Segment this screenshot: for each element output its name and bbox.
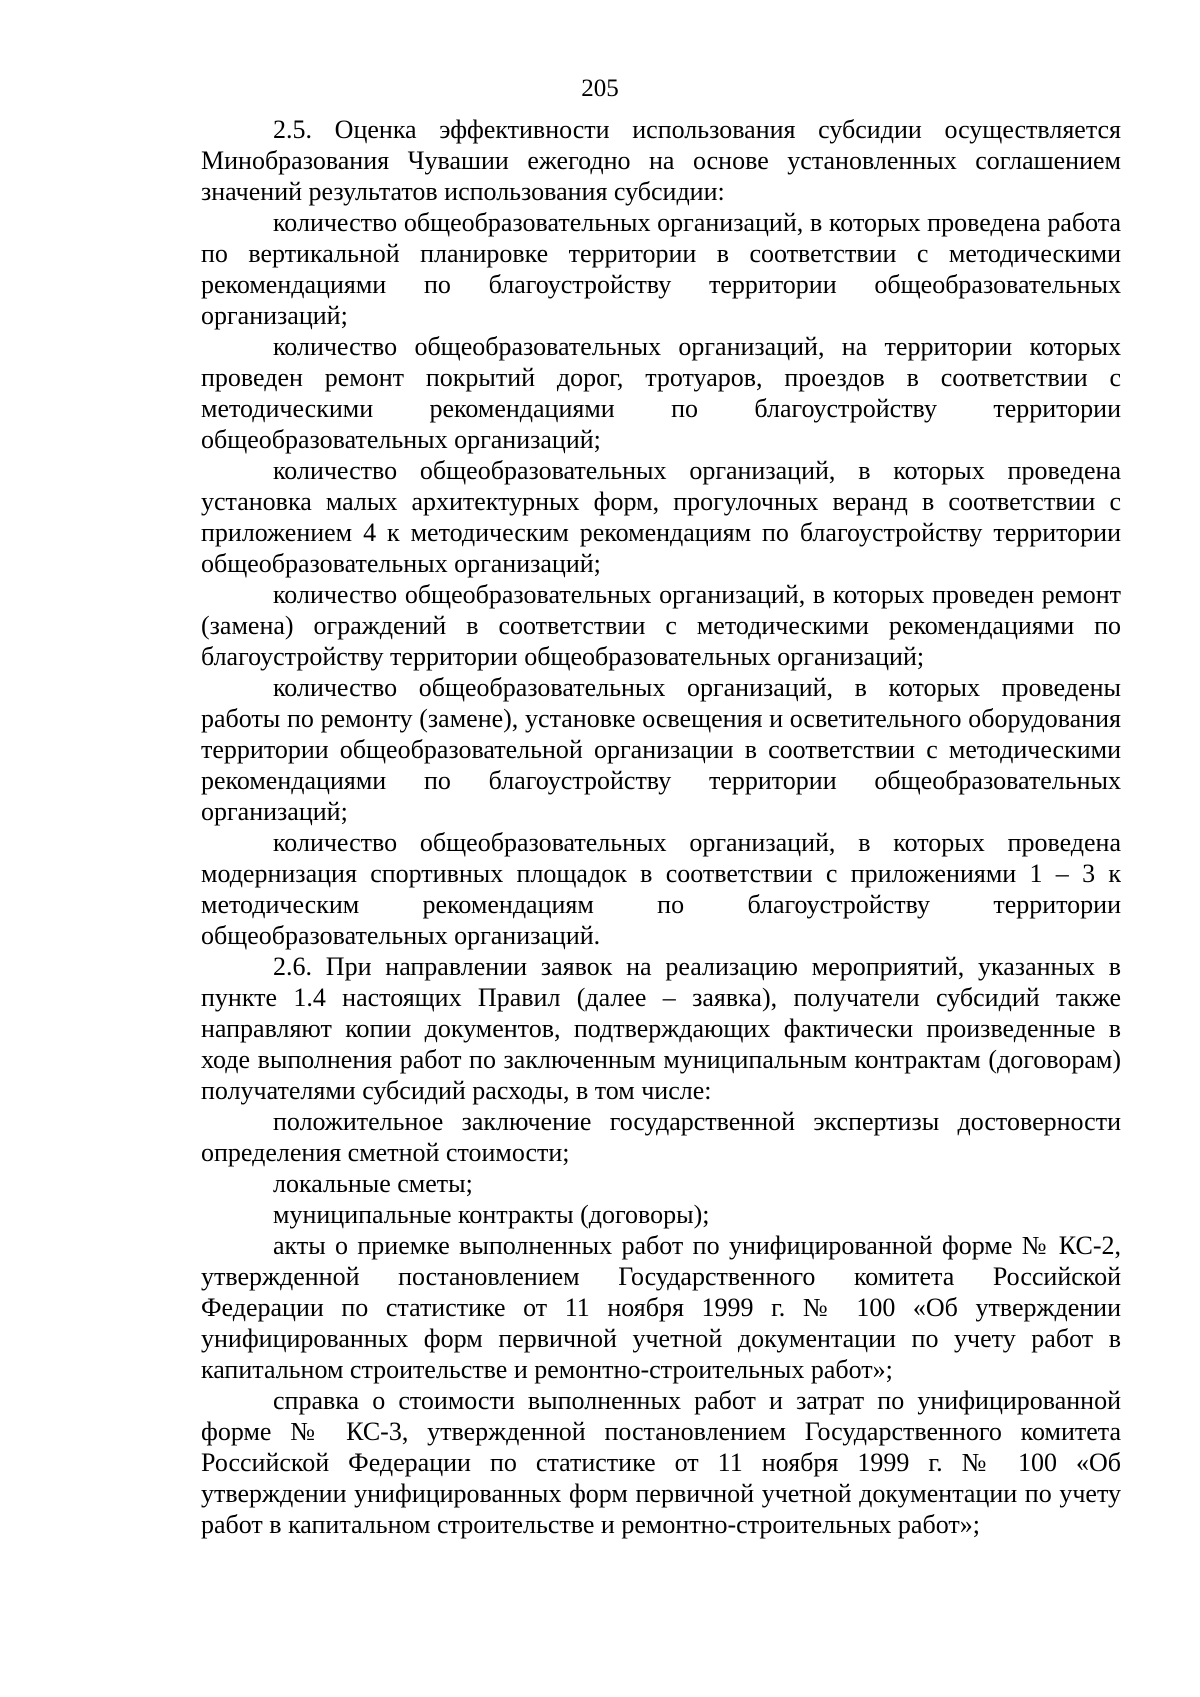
paragraph-2-5: 2.5. Оценка эффективности использования субсидии осуществляется Минобразования Чувашии ежегодно на основе установленных соглашением значений результатов использования субсидии: [201,115,1121,206]
list-item-sports-grounds: количество общеобразовательных организаций, в которых проведена модернизация спортивных площадок в соответствии с приложениями 1 – 3 к методическим рекомендациям по благоустройству территории общеобразовательных организаций. [201,828,1121,950]
list-item-small-architectural-forms: количество общеобразовательных организаций, в которых проведена установка малых архитектурных форм, прогулочных веранд в соответствии с приложением 4 к методическим рекомендациям по благоустройству территории общеобразовательных организаций; [201,456,1121,578]
document-body [201,114,1121,1540]
list-item-ks2-acts: акты о приемке выполненных работ по унифицированной форме № КС-2, утвержденной постановлением Государственного комитета Российской Федерации по статистике от 11 ноября 1999 г. № 100 «Об утверждении унифицированных форм первичной учетной документации по учету работ в капитальном строительстве и ремонтно-строительных работ»; [201,1231,1121,1384]
list-item-fence-repair: количество общеобразовательных организаций, в которых проведен ремонт (замена) ограждений в соответствии с методическими рекомендациями по благоустройству территории общеобразовательных организаций; [201,580,1121,671]
list-item-expertise: положительное заключение государственной экспертизы достоверности определения сметной стоимости; [201,1107,1121,1167]
list-item-lighting: количество общеобразовательных организаций, в которых проведены работы по ремонту (замене), установке освещения и осветительного оборудования территории общеобразовательной организации в соответствии с методическими рекомендациями по благоустройству территории общеобразовательных организаций; [201,673,1121,826]
list-item-contracts: муниципальные контракты (договоры); [273,1200,710,1229]
list-item-road-repair: количество общеобразовательных организаций, на территории которых проведен ремонт покрытий дорог, тротуаров, проездов в соответствии с методическими рекомендациями по благоустройству территории общеобразовательных организаций; [201,332,1121,454]
list-item-ks3-certificate: справка о стоимости выполненных работ и затрат по унифицированной форме № КС-3, утвержденной постановлением Государственного комитета Российской Федерации по статистике от 11 ноября 1999 г. № 100 «Об утверждении унифицированных форм первичной учетной документации по учету работ в капитальном строительстве и ремонтно-строительных работ»; [201,1386,1121,1539]
page-number: 205 [581,75,619,102]
paragraph-2-6: 2.6. При направлении заявок на реализацию мероприятий, указанных в пункте 1.4 настоящих Правил (далее – заявка), получатели субсидий также направляют копии документов, подтверждающих фактически произведенные в ходе выполнения работ по заключенным муниципальным контрактам (договорам) получателями субсидий расходы, в том числе: [201,952,1121,1105]
list-item-local-estimates: локальные сметы; [273,1169,473,1198]
list-item-vertical-planning: количество общеобразовательных организаций, в которых проведена работа по вертикальной планировке территории в соответствии с методическими рекомендациями по благоустройству территории общеобразовательных организаций; [201,208,1121,330]
